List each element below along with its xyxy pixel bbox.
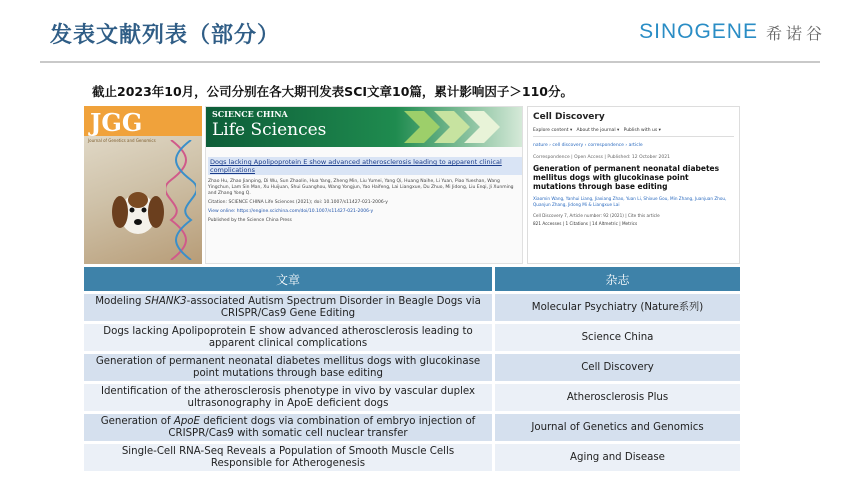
table-row xyxy=(84,351,740,381)
cd-nav xyxy=(533,128,734,137)
beagle-dog-icon xyxy=(106,176,170,246)
cd-meta: Correspondence | Open Access | Published: 12 October 2021 xyxy=(533,155,670,160)
cd-cite: Cell Discovery 7, Article number: 92 (2021) | Cite this article xyxy=(533,213,660,218)
column-header-journal: 杂志 xyxy=(495,267,740,291)
cd-nav-item: About the journal ▾ xyxy=(576,128,620,133)
article-cell: Generation of ApoE deficient dogs via combination of embryo injection of CRISPR/Cas9 with somatic cell nuclear transfer xyxy=(84,411,495,441)
journal-cell: Cell Discovery xyxy=(495,351,740,381)
table-row xyxy=(84,411,740,441)
article-cell: Single-Cell RNA-Seq Reveals a Population of Smooth Muscle Cells Responsible for Atherogenesis xyxy=(84,441,495,471)
scl-citation: Citation: SCIENCE CHINA Life Sciences (2021); doi: 10.1007/s11427-021-2006-y xyxy=(208,200,388,205)
header-divider xyxy=(40,61,820,63)
journal-cell: Atherosclerosis Plus xyxy=(495,381,740,411)
scl-banner-main: Life Sciences xyxy=(212,120,327,140)
scl-authors: Zhao Hu, Zhao Jianping, Di Wu, Sun Zhaolin, Hua Yang, Zheng Min, Liu Yumei, Yang Qi, Huang Naihe, Li Yuan, Piao Yueshan, Wang Yingchun, Lam Sin Man, Xu Huijuan, Shui Guanghou, Wang Yongjun, Yao Haifeng, Lai Liangxue, Du Zhuo, Mi Jidong, Liu Enqi, Ji Xunming and Zhang Yong Q. xyxy=(208,179,514,196)
scl-banner-top: SCIENCE CHINA xyxy=(212,109,288,119)
table-row xyxy=(84,381,740,411)
article-cell: Generation of permanent neonatal diabetes mellitus dogs with glucokinase point mutations through base editing xyxy=(84,351,495,381)
scl-banner xyxy=(206,107,522,147)
jgg-logo: JGG xyxy=(90,108,143,137)
journal-cell: Aging and Disease xyxy=(495,441,740,471)
jgg-subtitle: Journal of Genetics and Genomics xyxy=(88,138,156,143)
cd-journal-name: Cell Discovery xyxy=(533,112,605,122)
column-header-article: 文章 xyxy=(84,267,495,291)
article-cell: Modeling SHANK3-associated Autism Spectrum Disorder in Beagle Dogs via CRISPR/Cas9 Gene Editing xyxy=(84,291,495,321)
cell-discovery-article-image xyxy=(527,106,740,264)
cd-authors: Xiaomin Wang, Yanhui Liang, Jiaxiang Zhao, Yuan Li, Shixue Gou, Min Zhang, Juanjuan Zhou, Quanjun Zhang, Jidong Mi & Liangxue Lai xyxy=(533,196,727,207)
science-china-article-image xyxy=(205,106,523,264)
table-row xyxy=(84,291,740,321)
summary-text: 截止2023年10月，公司分别在各大期刊发表SCI文章10篇，累计影响因子＞110分。 xyxy=(92,84,574,99)
cd-breadcrumbs: nature › cell discovery › correspondence › article xyxy=(533,143,643,148)
journal-cell: Science China xyxy=(495,321,740,351)
publications-table xyxy=(84,267,740,471)
table-header-row xyxy=(84,267,740,291)
journal-cell: Journal of Genetics and Genomics xyxy=(495,411,740,441)
jgg-header xyxy=(84,106,202,136)
table-row xyxy=(84,441,740,471)
scl-published-by: Published by the Science China Press xyxy=(208,218,292,223)
article-cell: Dogs lacking Apolipoprotein E show advanced atherosclerosis leading to apparent clinical complications xyxy=(84,321,495,351)
company-logo xyxy=(639,20,826,44)
jgg-cover-image xyxy=(84,106,202,264)
journal-cell: Molecular Psychiatry (Nature系列) xyxy=(495,291,740,321)
cd-headline: Generation of permanent neonatal diabetes mellitus dogs with glucokinase point mutations through base editing xyxy=(533,164,720,191)
logo-text-en: SINOGENE xyxy=(639,20,758,43)
scl-article-title: Dogs lacking Apolipoprotein E show advanced atherosclerosis leading to apparent clinical complications xyxy=(208,157,522,175)
chevron-arrows-icon xyxy=(404,111,514,143)
table-row xyxy=(84,321,740,351)
scl-view-online: View online: https://engine.scichina.com/doi/10.1007/s11427-021-2006-y xyxy=(208,209,374,214)
page-title: 发表文献列表（部分） xyxy=(50,23,281,48)
dna-helix-icon xyxy=(166,140,196,260)
article-cell: Identification of the atherosclerosis phenotype in vivo by vascular duplex ultrasonography in ApoE deficient dogs xyxy=(84,381,495,411)
logo-text-cn: 希诺谷 xyxy=(765,23,826,43)
cd-metrics: 821 Accesses | 1 Citations | 14 Altmetric | Metrics xyxy=(533,221,638,226)
cd-nav-item: Explore content ▾ xyxy=(533,128,573,133)
cd-nav-item: Publish with us ▾ xyxy=(623,128,661,133)
